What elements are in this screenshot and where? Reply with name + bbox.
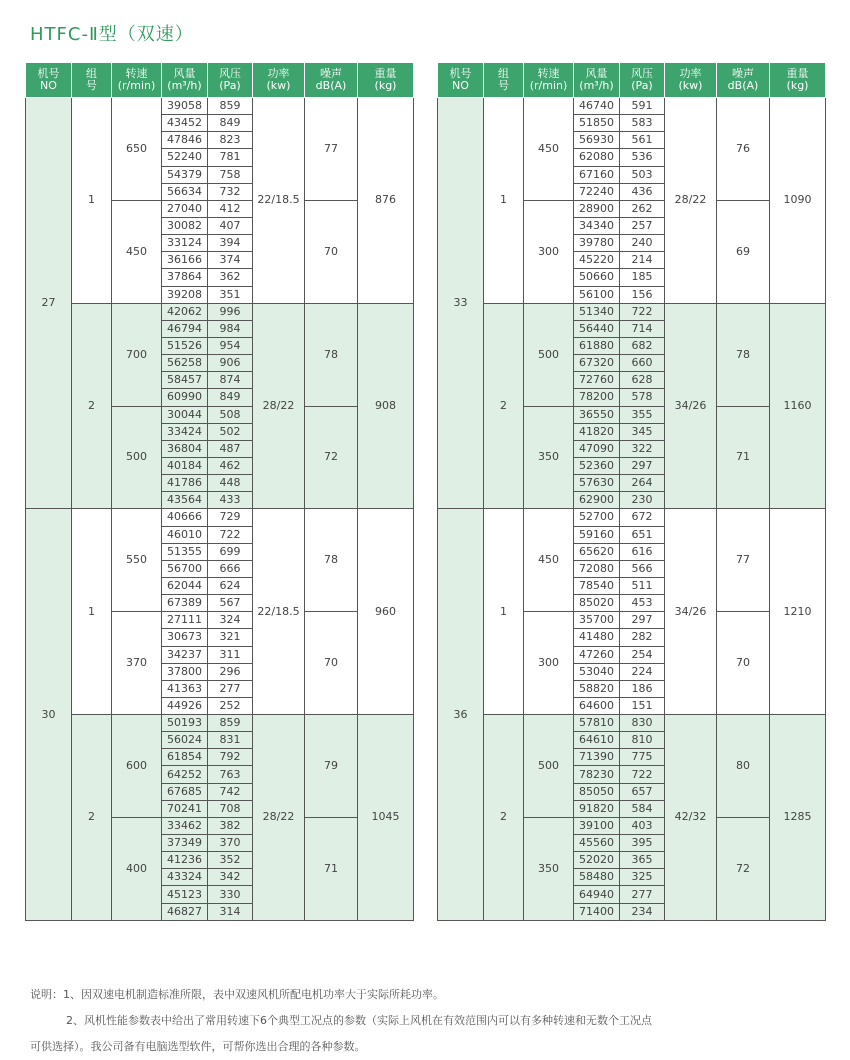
pressure-cell: 666 [208,560,253,577]
airflow-cell: 51526 [162,337,208,354]
pressure-cell: 234 [620,903,665,920]
pressure-cell: 374 [208,252,253,269]
pressure-cell: 370 [208,835,253,852]
noise-cell: 70 [305,200,358,303]
pressure-cell: 322 [620,440,665,457]
pressure-cell: 536 [620,149,665,166]
airflow-cell: 35700 [574,612,620,629]
speed-cell: 350 [524,817,574,920]
pressure-cell: 624 [208,577,253,594]
pressure-cell: 906 [208,355,253,372]
airflow-cell: 42062 [162,303,208,320]
airflow-cell: 34237 [162,646,208,663]
airflow-cell: 78230 [574,766,620,783]
airflow-cell: 72240 [574,183,620,200]
airflow-cell: 64600 [574,697,620,714]
airflow-cell: 58480 [574,869,620,886]
pressure-cell: 616 [620,543,665,560]
airflow-cell: 85020 [574,595,620,612]
airflow-cell: 34340 [574,217,620,234]
airflow-cell: 46827 [162,903,208,920]
pressure-cell: 660 [620,355,665,372]
weight-cell: 960 [358,509,414,715]
airflow-cell: 39100 [574,817,620,834]
airflow-cell: 71400 [574,903,620,920]
pressure-cell: 254 [620,646,665,663]
noise-cell: 78 [305,509,358,612]
column-header: 重量 (kg) [770,63,826,98]
noise-cell: 70 [717,612,770,715]
pressure-cell: 365 [620,852,665,869]
noise-cell: 76 [717,98,770,201]
pressure-cell: 628 [620,372,665,389]
pressure-cell: 433 [208,492,253,509]
pressure-cell: 412 [208,200,253,217]
airflow-cell: 30082 [162,217,208,234]
noise-cell: 77 [305,98,358,201]
column-header: 转速 (r/min) [112,63,162,98]
weight-cell: 1160 [770,303,826,509]
pressure-cell: 699 [208,543,253,560]
weight-cell: 1045 [358,715,414,921]
pressure-cell: 984 [208,320,253,337]
pressure-cell: 996 [208,303,253,320]
speed-cell: 650 [112,98,162,201]
speed-cell: 300 [524,612,574,715]
pressure-cell: 657 [620,783,665,800]
airflow-cell: 33124 [162,235,208,252]
pressure-cell: 823 [208,132,253,149]
airflow-cell: 52020 [574,852,620,869]
pressure-cell: 230 [620,492,665,509]
group-cell: 1 [484,98,524,304]
airflow-cell: 40666 [162,509,208,526]
group-cell: 2 [72,303,112,509]
pressure-cell: 682 [620,337,665,354]
noise-cell: 79 [305,715,358,818]
weight-cell: 1285 [770,715,826,921]
pressure-cell: 185 [620,269,665,286]
pressure-cell: 722 [208,526,253,543]
column-header: 噪声 dB(A) [305,63,358,98]
airflow-cell: 28900 [574,200,620,217]
speed-cell: 500 [524,715,574,818]
column-header: 风压 (Pa) [208,63,253,98]
pressure-cell: 722 [620,766,665,783]
speed-cell: 350 [524,406,574,509]
group-cell: 2 [484,303,524,509]
note-line-3: 可供选择）。我公司备有电脑选型软件，可帮你选出合理的各种参数。 [30,1040,366,1053]
pressure-cell: 311 [208,646,253,663]
pressure-cell: 324 [208,612,253,629]
pressure-cell: 849 [208,115,253,132]
pressure-cell: 502 [208,423,253,440]
pressure-cell: 436 [620,183,665,200]
pressure-cell: 345 [620,423,665,440]
airflow-cell: 72080 [574,560,620,577]
pressure-cell: 561 [620,132,665,149]
airflow-cell: 46794 [162,320,208,337]
pressure-cell: 240 [620,235,665,252]
pressure-cell: 325 [620,869,665,886]
speed-cell: 600 [112,715,162,818]
page-title: HTFC-Ⅱ型（双速） [30,24,194,45]
weight-cell: 876 [358,98,414,304]
pressure-cell: 351 [208,286,253,303]
pressure-cell: 355 [620,406,665,423]
pressure-cell: 342 [208,869,253,886]
notes [30,982,830,1060]
airflow-cell: 41236 [162,852,208,869]
power-cell: 22/18.5 [253,98,305,304]
airflow-cell: 56930 [574,132,620,149]
pressure-cell: 758 [208,166,253,183]
pressure-cell: 407 [208,217,253,234]
pressure-cell: 508 [208,406,253,423]
pressure-cell: 584 [620,800,665,817]
noise-cell: 78 [305,303,358,406]
pressure-cell: 792 [208,749,253,766]
airflow-cell: 62080 [574,149,620,166]
speed-cell: 550 [112,509,162,612]
pressure-cell: 257 [620,217,665,234]
group-cell: 1 [72,509,112,715]
airflow-cell: 45220 [574,252,620,269]
noise-cell: 71 [305,817,358,920]
pressure-cell: 321 [208,629,253,646]
pressure-cell: 297 [620,612,665,629]
airflow-cell: 54379 [162,166,208,183]
airflow-cell: 45560 [574,835,620,852]
airflow-cell: 52240 [162,149,208,166]
pressure-cell: 732 [208,183,253,200]
airflow-cell: 37349 [162,835,208,852]
note-line-2: 2、风机性能参数表中给出了常用转速下6个典型工况点的参数（实际上风机在有效范围内可以有多种转速和无数个工况点 [66,1014,652,1027]
airflow-cell: 62900 [574,492,620,509]
pressure-cell: 859 [208,98,253,115]
pressure-cell: 651 [620,526,665,543]
airflow-cell: 43324 [162,869,208,886]
speed-cell: 700 [112,303,162,406]
speed-cell: 300 [524,200,574,303]
column-header: 噪声 dB(A) [717,63,770,98]
speed-cell: 500 [112,406,162,509]
table-row [438,715,826,732]
pressure-cell: 296 [208,663,253,680]
airflow-cell: 67160 [574,166,620,183]
airflow-cell: 78200 [574,389,620,406]
power-cell: 34/26 [665,509,717,715]
airflow-cell: 39058 [162,98,208,115]
airflow-cell: 59160 [574,526,620,543]
airflow-cell: 46010 [162,526,208,543]
fan-performance-table [25,62,414,921]
pressure-cell: 262 [620,200,665,217]
airflow-cell: 56258 [162,355,208,372]
airflow-cell: 47846 [162,132,208,149]
noise-cell: 71 [717,406,770,509]
airflow-cell: 36166 [162,252,208,269]
airflow-cell: 39780 [574,235,620,252]
airflow-cell: 33462 [162,817,208,834]
pressure-cell: 282 [620,629,665,646]
airflow-cell: 36550 [574,406,620,423]
column-header: 重量 (kg) [358,63,414,98]
airflow-cell: 67389 [162,595,208,612]
airflow-cell: 56700 [162,560,208,577]
weight-cell: 908 [358,303,414,509]
airflow-cell: 47090 [574,440,620,457]
column-header: 转速 (r/min) [524,63,574,98]
noise-cell: 80 [717,715,770,818]
pressure-cell: 487 [208,440,253,457]
machine-number-cell: 27 [26,98,72,509]
table-row [26,715,414,732]
power-cell: 34/26 [665,303,717,509]
airflow-cell: 91820 [574,800,620,817]
airflow-cell: 40184 [162,457,208,474]
airflow-cell: 30673 [162,629,208,646]
airflow-cell: 47260 [574,646,620,663]
airflow-cell: 43564 [162,492,208,509]
airflow-cell: 37864 [162,269,208,286]
pressure-cell: 859 [208,715,253,732]
pressure-cell: 849 [208,389,253,406]
note-line-1: 说明：1、因双速电机制造标准所限，表中双速风机所配电机功率大于实际所耗功率。 [30,988,444,1001]
airflow-cell: 61880 [574,337,620,354]
airflow-cell: 58457 [162,372,208,389]
airflow-cell: 53040 [574,663,620,680]
pressure-cell: 453 [620,595,665,612]
group-cell: 2 [484,715,524,921]
airflow-cell: 72760 [574,372,620,389]
column-header: 功率 (kw) [665,63,717,98]
noise-cell: 72 [717,817,770,920]
airflow-cell: 52700 [574,509,620,526]
pressure-cell: 382 [208,817,253,834]
pressure-cell: 831 [208,732,253,749]
airflow-cell: 60990 [162,389,208,406]
pressure-cell: 214 [620,252,665,269]
pressure-cell: 591 [620,98,665,115]
airflow-cell: 67685 [162,783,208,800]
airflow-cell: 65620 [574,543,620,560]
pressure-cell: 156 [620,286,665,303]
airflow-cell: 51355 [162,543,208,560]
group-cell: 1 [484,509,524,715]
pressure-cell: 297 [620,457,665,474]
pressure-cell: 511 [620,577,665,594]
pressure-cell: 277 [208,680,253,697]
airflow-cell: 30044 [162,406,208,423]
pressure-cell: 352 [208,852,253,869]
airflow-cell: 50660 [574,269,620,286]
airflow-cell: 57630 [574,475,620,492]
noise-cell: 69 [717,200,770,303]
machine-number-cell: 36 [438,509,484,920]
speed-cell: 400 [112,817,162,920]
power-cell: 28/22 [253,715,305,921]
noise-cell: 72 [305,406,358,509]
pressure-cell: 566 [620,560,665,577]
column-header: 风量 (m³/h) [162,63,208,98]
speed-cell: 450 [112,200,162,303]
speed-cell: 450 [524,509,574,612]
speed-cell: 500 [524,303,574,406]
performance-table-right [437,62,826,921]
pressure-cell: 252 [208,697,253,714]
table-row [438,98,826,115]
group-cell: 1 [72,98,112,304]
airflow-cell: 36804 [162,440,208,457]
pressure-cell: 708 [208,800,253,817]
pressure-cell: 151 [620,697,665,714]
pressure-cell: 874 [208,372,253,389]
pressure-cell: 763 [208,766,253,783]
airflow-cell: 64610 [574,732,620,749]
airflow-cell: 41363 [162,680,208,697]
fan-performance-table [437,62,826,921]
column-header: 组 号 [484,63,524,98]
airflow-cell: 51340 [574,303,620,320]
airflow-cell: 50193 [162,715,208,732]
airflow-cell: 58820 [574,680,620,697]
airflow-cell: 27040 [162,200,208,217]
pressure-cell: 277 [620,886,665,903]
airflow-cell: 52360 [574,457,620,474]
airflow-cell: 41820 [574,423,620,440]
table-row [26,303,414,320]
pressure-cell: 395 [620,835,665,852]
pressure-cell: 462 [208,457,253,474]
performance-table-left [25,62,414,921]
airflow-cell: 62044 [162,577,208,594]
table-row [438,509,826,526]
airflow-cell: 33424 [162,423,208,440]
airflow-cell: 44926 [162,697,208,714]
pressure-cell: 403 [620,817,665,834]
pressure-cell: 775 [620,749,665,766]
table-row [438,303,826,320]
pressure-cell: 314 [208,903,253,920]
table-row [26,509,414,526]
pressure-cell: 330 [208,886,253,903]
speed-cell: 450 [524,98,574,201]
weight-cell: 1210 [770,509,826,715]
power-cell: 42/32 [665,715,717,921]
airflow-cell: 43452 [162,115,208,132]
pressure-cell: 578 [620,389,665,406]
noise-cell: 70 [305,612,358,715]
pressure-cell: 264 [620,475,665,492]
group-cell: 2 [72,715,112,921]
pressure-cell: 224 [620,663,665,680]
airflow-cell: 64252 [162,766,208,783]
column-header: 组 号 [72,63,112,98]
noise-cell: 77 [717,509,770,612]
column-header: 风压 (Pa) [620,63,665,98]
pressure-cell: 810 [620,732,665,749]
airflow-cell: 71390 [574,749,620,766]
airflow-cell: 56100 [574,286,620,303]
column-header: 风量 (m³/h) [574,63,620,98]
airflow-cell: 70241 [162,800,208,817]
column-header: 机号 NO [26,63,72,98]
airflow-cell: 61854 [162,749,208,766]
weight-cell: 1090 [770,98,826,304]
pressure-cell: 448 [208,475,253,492]
airflow-cell: 39208 [162,286,208,303]
pressure-cell: 714 [620,320,665,337]
column-header: 功率 (kw) [253,63,305,98]
pressure-cell: 954 [208,337,253,354]
noise-cell: 78 [717,303,770,406]
column-header: 机号 NO [438,63,484,98]
power-cell: 28/22 [253,303,305,509]
airflow-cell: 41480 [574,629,620,646]
pressure-cell: 186 [620,680,665,697]
airflow-cell: 51850 [574,115,620,132]
airflow-cell: 46740 [574,98,620,115]
airflow-cell: 37800 [162,663,208,680]
pressure-cell: 781 [208,149,253,166]
pressure-cell: 567 [208,595,253,612]
airflow-cell: 56024 [162,732,208,749]
speed-cell: 370 [112,612,162,715]
airflow-cell: 57810 [574,715,620,732]
pressure-cell: 672 [620,509,665,526]
machine-number-cell: 30 [26,509,72,920]
airflow-cell: 56634 [162,183,208,200]
table-row [26,98,414,115]
pressure-cell: 503 [620,166,665,183]
pressure-cell: 394 [208,235,253,252]
airflow-cell: 67320 [574,355,620,372]
pressure-cell: 742 [208,783,253,800]
pressure-cell: 362 [208,269,253,286]
airflow-cell: 45123 [162,886,208,903]
pressure-cell: 729 [208,509,253,526]
pressure-cell: 830 [620,715,665,732]
airflow-cell: 56440 [574,320,620,337]
airflow-cell: 41786 [162,475,208,492]
airflow-cell: 78540 [574,577,620,594]
power-cell: 28/22 [665,98,717,304]
pressure-cell: 722 [620,303,665,320]
power-cell: 22/18.5 [253,509,305,715]
airflow-cell: 85050 [574,783,620,800]
pressure-cell: 583 [620,115,665,132]
airflow-cell: 64940 [574,886,620,903]
machine-number-cell: 33 [438,98,484,509]
airflow-cell: 27111 [162,612,208,629]
